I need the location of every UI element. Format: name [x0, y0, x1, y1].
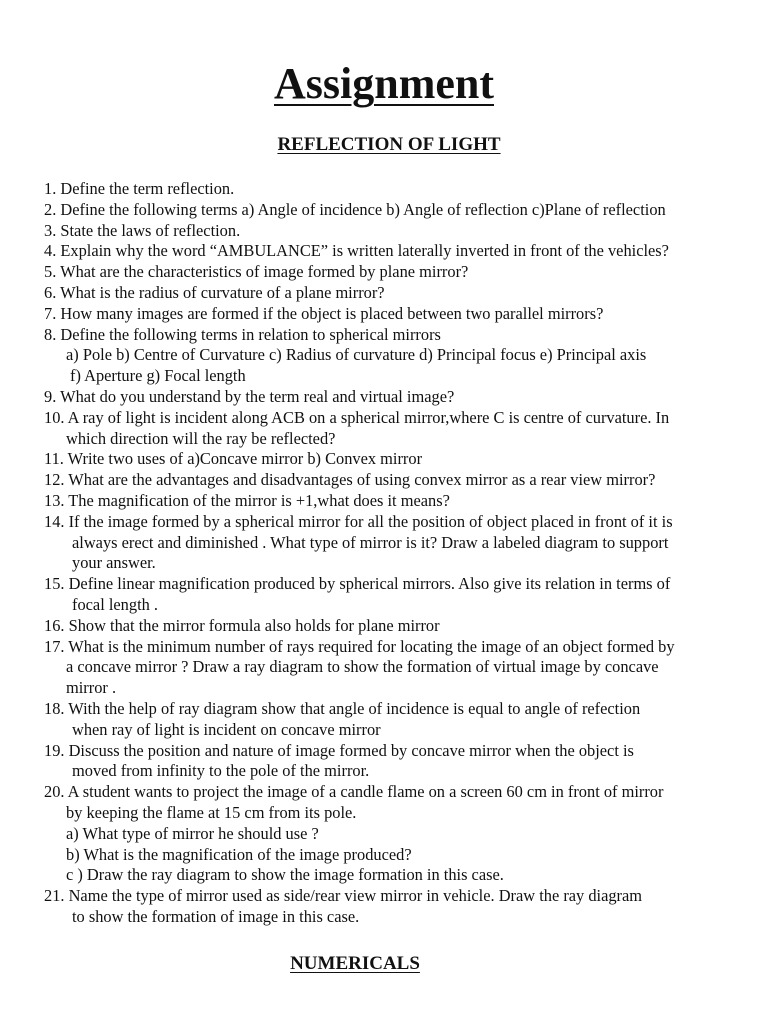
question-line: focal length .: [72, 594, 159, 614]
question-line: always erect and diminished . What type of mirror is it? Draw a labeled diagram to support: [72, 532, 669, 552]
question-line: 18. With the help of ray diagram show that angle of incidence is equal to angle of refection: [44, 698, 641, 718]
question-line: c ) Draw the ray diagram to show the image formation in this case.: [66, 865, 504, 885]
page-title: Assignment: [273, 59, 495, 108]
question-line: 11. Write two uses of a)Concave mirror b) Convex mirror: [44, 449, 423, 469]
question-line: your answer.: [72, 553, 156, 573]
section-heading: NUMERICALS: [290, 953, 420, 974]
question-line: 6. What is the radius of curvature of a plane mirror?: [44, 282, 385, 302]
question-line: 17. What is the minimum number of rays required for locating the image of an object formed by: [44, 636, 675, 656]
question-line: 3. State the laws of reflection.: [44, 220, 241, 240]
question-line: which direction will the ray be reflected?: [66, 428, 336, 448]
question-line: 1. Define the term reflection.: [44, 179, 235, 198]
question-line: moved from infinity to the pole of the mirror.: [72, 761, 370, 781]
question-line: f) Aperture g) Focal length: [70, 366, 246, 386]
question-line: 4. Explain why the word “AMBULANCE” is written laterally inverted in front of the vehicles?: [44, 241, 669, 261]
question-line: 15. Define linear magnification produced by spherical mirrors. Also give its relation in terms of: [44, 574, 671, 594]
question-line: a concave mirror ? Draw a ray diagram to show the formation of virtual image by concave: [66, 657, 659, 677]
question-line: b) What is the magnification of the image produced?: [66, 844, 412, 864]
question-line: 9. What do you understand by the term real and virtual image?: [44, 386, 455, 406]
question-line: 8. Define the following terms in relation to spherical mirrors: [44, 324, 441, 344]
question-line: 21. Name the type of mirror used as side/rear view mirror in vehicle. Draw the ray diagram: [44, 886, 643, 906]
question-line: 13. The magnification of the mirror is +1,what does it means?: [44, 490, 450, 510]
question-line: 19. Discuss the position and nature of image formed by concave mirror when the object is: [44, 740, 634, 760]
question-line: to show the formation of image in this case.: [72, 906, 360, 926]
question-line: a) What type of mirror he should use ?: [66, 823, 319, 843]
question-line: a) Pole b) Centre of Curvature c) Radius of curvature d) Principal focus e) Principal axis: [66, 345, 647, 365]
question-list: [44, 179, 734, 928]
question-line: 5. What are the characteristics of image formed by plane mirror?: [44, 262, 469, 282]
page-subtitle: REFLECTION OF LIGHT: [277, 134, 501, 155]
question-line: 7. How many images are formed if the object is placed between two parallel mirrors?: [44, 303, 604, 323]
question-line: 20. A student wants to project the image of a candle flame on a screen 60 cm in front of mirror: [44, 782, 664, 802]
question-line: 10. A ray of light is incident along ACB on a spherical mirror,where C is centre of curvature. In: [44, 407, 670, 427]
question-line: 14. If the image formed by a spherical mirror for all the position of object placed in front of it is: [44, 511, 673, 531]
question-line: 2. Define the following terms a) Angle of incidence b) Angle of reflection c)Plane of reflection: [44, 199, 666, 219]
question-line: 16. Show that the mirror formula also holds for plane mirror: [44, 615, 440, 635]
question-line: by keeping the flame at 15 cm from its pole.: [66, 802, 357, 822]
question-line: mirror .: [66, 678, 117, 698]
question-line: 12. What are the advantages and disadvantages of using convex mirror as a rear view mirror?: [44, 470, 656, 490]
question-line: when ray of light is incident on concave mirror: [72, 719, 381, 739]
